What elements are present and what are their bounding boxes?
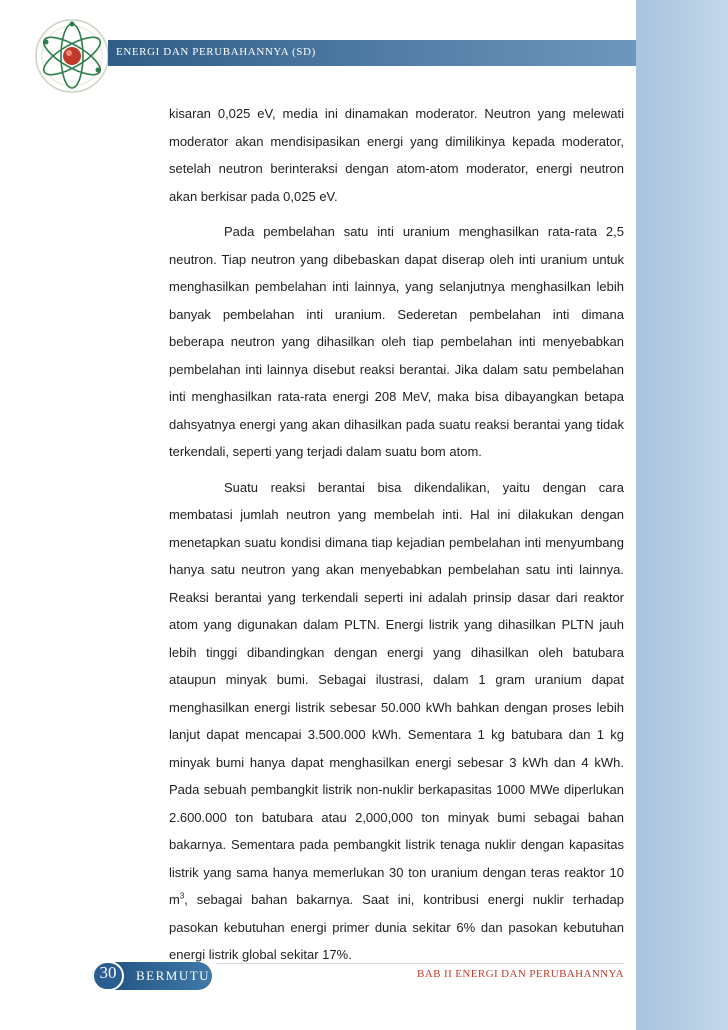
footer-series-label: BERMUTU bbox=[136, 968, 211, 983]
atom-logo-icon bbox=[32, 16, 112, 96]
page-header-title: ENERGI DAN PERUBAHANNYA (SD) bbox=[116, 46, 316, 58]
page-number: 30 bbox=[99, 963, 117, 982]
side-strip bbox=[636, 0, 728, 1030]
superscript-exponent: 3 bbox=[179, 891, 185, 901]
footer-divider bbox=[216, 963, 624, 964]
paragraph-2: Pada pembelahan satu inti uranium menghasilkan rata-rata 2,5 neutron. Tiap neutron yang dibebaskan dapat diserap oleh inti uranium untuk menghasilkan pembelahan inti lainnya, yang selanjutnya menghasilkan lebih banyak pembelahan inti uranium. Sederetan pembelahan inti dimana beberapa neutron yang dihasilkan oleh tiap pembelahan inti menyebabkan pembelahan inti lainnya disebut reaksi berantai. Jika dalam satu pembelahan inti menghasilkan rata-rata energi 208 MeV, maka bisa dibayangkan betapa dahsyatnya energi yang akan dihasilkan pada suatu reaksi berantai yang tidak terkendali, seperti yang terjadi dalam suatu bom atom. bbox=[169, 224, 624, 459]
paragraph-3-text-b: , sebagai bahan bakarnya. Saat ini, kontribusi energi nuklir terhadap pasokan kebutuhan energi primer dunia sekitar 6% dan pasokan kebutuhan energi listrik global sekitar 17%. bbox=[169, 892, 624, 962]
footer-chapter-label: BAB II ENERGI DAN PERUBAHANNYA bbox=[417, 968, 624, 980]
paragraph-3 bbox=[169, 474, 624, 969]
paragraph-1: kisaran 0,025 eV, media ini dinamakan moderator. Neutron yang melewati moderator akan mendisipasikan energi yang dimilikinya kepada moderator, setelah neutron berinteraksi dengan atom-atom moderator, energi neutron akan berkisar pada 0,025 eV. bbox=[169, 106, 624, 204]
paragraph-3-text-a: Suatu reaksi berantai bisa dikendalikan, yaitu dengan cara membatasi jumlah neutron yang membelah inti. Hal ini dilakukan dengan menetapkan suatu kondisi dimana tiap kejadian pembelahan inti menyumbang hanya satu neutron yang akan menyebabkan pembelahan satu inti lainnya. Reaksi berantai yang terkendali seperti ini adalah prinsip dasar dari reaktor atom yang digunakan dalam PLTN. Energi listrik yang dihasilkan PLTN jauh lebih tinggi dibandingkan dengan energi yang dihasilkan oleh batubara ataupun minyak bumi. Sebagai ilustrasi, dalam 1 gram uranium dapat menghasilkan energi listrik sebesar 50.000 kWh bahkan dengan proses lebih lanjut dapat mencapai 3.500.000 kWh. Sementara 1 kg batubara dan 1 kg minyak bumi hanya dapat menghasilkan energi sebesar 3 kWh dan 4 kWh. Pada sebuah pembangkit listrik non-nuklir berkapasitas 1000 MWe diperlukan 2.600.000 ton batubara atau 2,000,000 ton minyak bumi sebagai bahan bakarnya. Sementara pada pembangkit listrik tenaga nuklir dengan kapasitas listrik yang sama hanya memerlukan 30 ton uranium dengan teras reaktor 10 m bbox=[169, 479, 624, 907]
document-body bbox=[169, 96, 624, 969]
